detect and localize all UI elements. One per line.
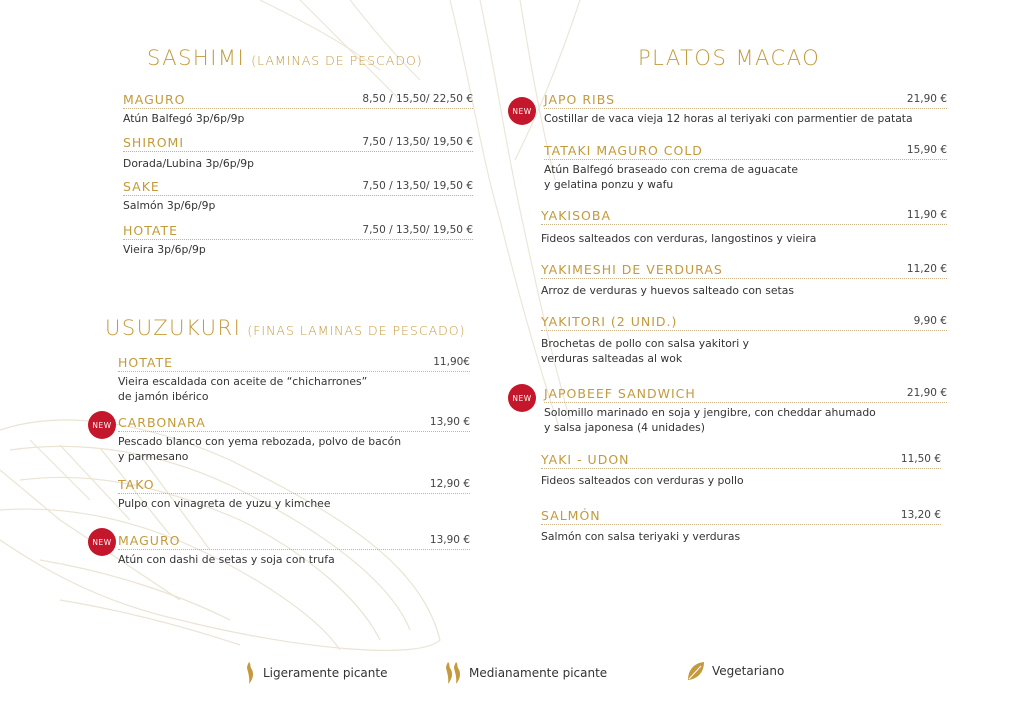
item-name: TAKO: [118, 477, 155, 492]
sashimi-subtitle: (LAMINAS DE PESCADO): [251, 53, 423, 68]
item-description: Vieira escaldada con aceite de “chicharrones” de jamón ibérico: [118, 375, 368, 403]
item-price: 13,90 €: [429, 416, 470, 428]
item-price: 12,90 €: [429, 478, 470, 490]
platos-macao-title: PLATOS MACAO: [638, 46, 821, 70]
usuzukuri-item: [118, 533, 470, 567]
item-price: 11,50 €: [900, 453, 941, 465]
sashimi-title: SASHIMI: [147, 46, 246, 70]
item-price: 9,90 €: [913, 315, 947, 327]
usuzukuri-item: [118, 415, 470, 464]
item-description: Brochetas de pollo con salsa yakitori y verduras salteadas al wok: [541, 337, 750, 365]
platos-macao-item: [541, 508, 941, 544]
new-badge: [88, 411, 116, 439]
item-description: Pescado blanco con yema rebozada, polvo de bacón y parmesano: [118, 435, 402, 463]
item-description: Pulpo con vinagreta de yuzu y kimchee: [118, 497, 331, 510]
item-description: Salmón 3p/6p/9p: [123, 199, 216, 212]
item-description: Costillar de vaca vieja 12 horas al teriyaki con parmentier de patata: [544, 112, 913, 125]
item-name: SALMÓN: [541, 508, 601, 523]
item-price: 11,90€: [433, 356, 470, 368]
legend-mild-spicy: [243, 660, 387, 686]
legend-label: Ligeramente picante: [263, 666, 388, 680]
sashimi-item: [123, 92, 473, 126]
new-badge: [88, 528, 116, 556]
legend-vegetarian: [686, 660, 784, 682]
sashimi-section-title: [147, 46, 423, 70]
item-price: 7,50 / 13,50/ 19,50 €: [362, 224, 473, 236]
sashimi-item: [123, 179, 473, 213]
legend-label: Medianamente picante: [469, 666, 608, 680]
new-badge: [508, 384, 536, 412]
item-description: Arroz de verduras y huevos salteado con setas: [541, 284, 794, 297]
item-description: Solomillo marinado en soja y jengibre, con cheddar ahumado y salsa japonesa (4 unidades): [544, 406, 876, 434]
new-badge-label: NEW: [512, 393, 532, 403]
item-name: YAKITORI (2 UNID.): [541, 314, 678, 329]
item-name: SHIROMI: [123, 135, 185, 150]
item-description: Atún Balfegó 3p/6p/9p: [123, 112, 245, 125]
platos-macao-section-title: [638, 46, 820, 70]
platos-macao-item: [544, 143, 947, 192]
legend-medium-spicy: [443, 660, 607, 686]
usuzukuri-item: [118, 355, 470, 404]
item-price: 7,50 / 13,50/ 19,50 €: [362, 180, 473, 192]
platos-macao-item: [544, 92, 947, 126]
item-description: Fideos salteados con verduras y pollo: [541, 474, 744, 487]
item-description: Atún Balfegó braseado con crema de aguacate y gelatina ponzu y wafu: [544, 163, 799, 191]
item-description: Vieira 3p/6p/9p: [123, 243, 206, 256]
double-chili-icon: [443, 660, 463, 686]
item-price: 15,90 €: [906, 144, 947, 156]
item-name: JAPO RIBS: [544, 92, 616, 107]
new-badge-label: NEW: [512, 106, 532, 116]
platos-macao-item: [541, 314, 947, 366]
item-name: TATAKI MAGURO COLD: [544, 143, 703, 158]
item-price: 8,50 / 15,50/ 22,50 €: [362, 93, 473, 105]
new-badge-label: NEW: [92, 420, 112, 430]
item-name: YAKISOBA: [541, 208, 611, 223]
item-description: Salmón con salsa teriyaki y verduras: [541, 530, 741, 543]
item-price: 21,90 €: [906, 93, 947, 105]
single-chili-icon: [243, 660, 257, 686]
item-description: Atún con dashi de setas y soja con trufa: [118, 553, 335, 566]
sashimi-item: [123, 223, 473, 257]
usuzukuri-subtitle: (FINAS LAMINAS DE PESCADO): [247, 323, 466, 338]
item-name: MAGURO: [118, 533, 181, 548]
item-price: 13,20 €: [900, 509, 941, 521]
item-price: 11,90 €: [906, 209, 947, 221]
item-name: SAKE: [123, 179, 160, 194]
item-description: Fideos salteados con verduras, langostinos y vieira: [541, 232, 817, 245]
item-price: 11,20 €: [906, 263, 947, 275]
item-description: Dorada/Lubina 3p/6p/9p: [123, 157, 254, 170]
item-name: CARBONARA: [118, 415, 206, 430]
item-price: 7,50 / 13,50/ 19,50 €: [362, 136, 473, 148]
item-price: 13,90 €: [429, 534, 470, 546]
item-name: JAPOBEEF SANDWICH: [544, 386, 696, 401]
platos-macao-item: [541, 262, 947, 298]
usuzukuri-title: USUZUKURI: [105, 316, 242, 340]
item-price: 21,90 €: [906, 387, 947, 399]
sashimi-item: [123, 135, 473, 171]
leaf-icon: [686, 660, 706, 682]
usuzukuri-item: [118, 477, 470, 511]
item-name: HOTATE: [118, 355, 174, 370]
new-badge-label: NEW: [92, 537, 112, 547]
new-badge: [508, 97, 536, 125]
item-name: YAKIMESHI DE VERDURAS: [541, 262, 723, 277]
item-name: YAKI - UDON: [541, 452, 630, 467]
platos-macao-item: [541, 452, 941, 488]
platos-macao-item: [541, 208, 947, 246]
legend-label: Vegetariano: [712, 664, 785, 678]
item-name: HOTATE: [123, 223, 179, 238]
usuzukuri-section-title: [105, 316, 465, 340]
platos-macao-item: [544, 386, 947, 435]
item-name: MAGURO: [123, 92, 186, 107]
